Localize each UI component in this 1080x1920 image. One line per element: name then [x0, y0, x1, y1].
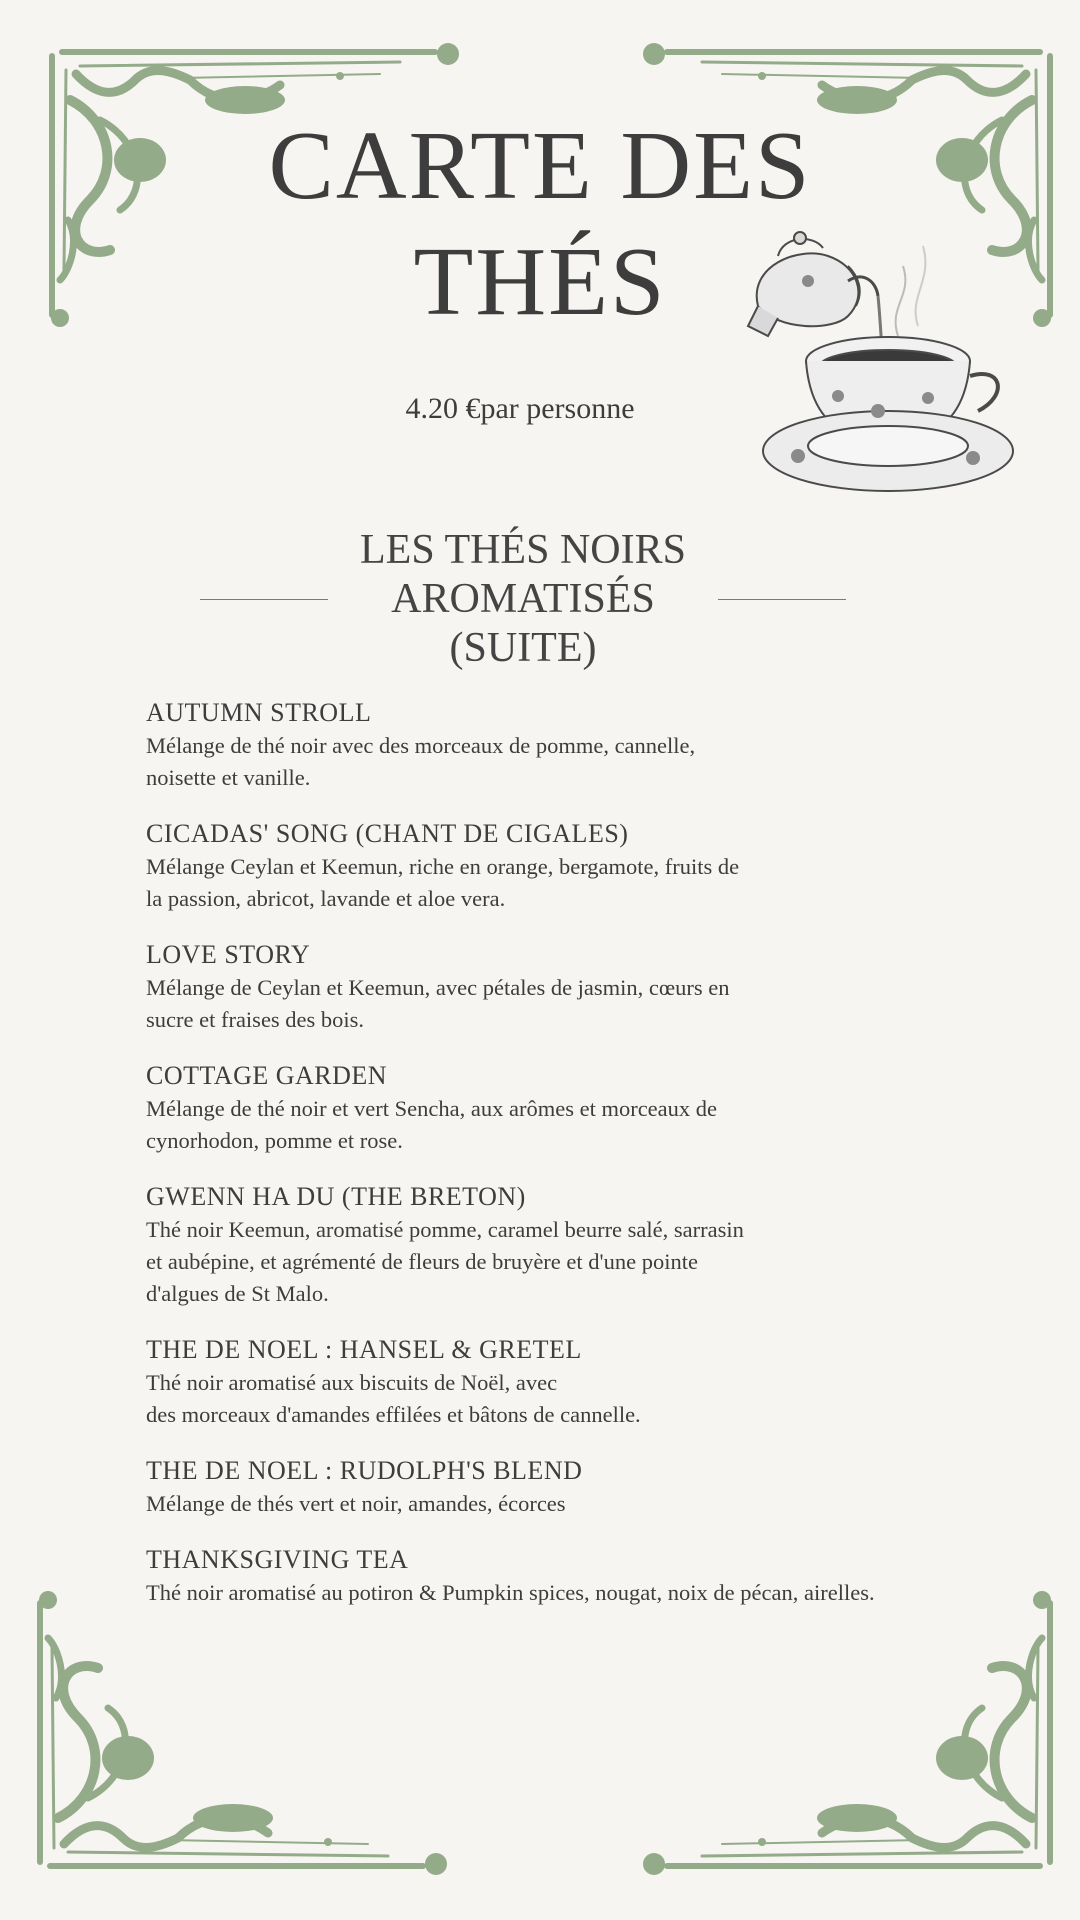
price-label: 4.20 €par personne [405, 392, 635, 425]
list-item [146, 1059, 1006, 1157]
section-title [338, 526, 708, 673]
list-item [146, 1180, 1006, 1310]
tea-description: Mélange de thé noir avec des morceaux de pomme, cannelle, noisette et vanille. [146, 733, 696, 790]
tea-list [146, 696, 1006, 1632]
tea-description: Mélange de thés vert et noir, amandes, écorces [146, 1491, 566, 1516]
section-title-line-1: LES THÉS NOIRS [360, 527, 686, 573]
tea-name: COTTAGE GARDEN [146, 1061, 388, 1090]
tea-name: GWENN HA DU (THE BRETON) [146, 1182, 526, 1211]
tea-description: Thé noir Keemun, aromatisé pomme, caramel beurre salé, sarrasin et aubépine, et agrémenté de fleurs de bruyère et d'une pointe d'algues de St Malo. [146, 1217, 744, 1306]
tea-description: Mélange de Ceylan et Keemun, avec pétales de jasmin, cœurs en sucre et fraises des bois. [146, 975, 730, 1032]
title-line-1: CARTE DES [268, 112, 812, 220]
tea-description: Thé noir aromatisé au potiron & Pumpkin spices, nougat, noix de pécan, airelles. [146, 1580, 875, 1605]
tea-description: Mélange Ceylan et Keemun, riche en orange, bergamote, fruits de la passion, abricot, lavande et aloe vera. [146, 854, 740, 911]
list-item [146, 817, 1006, 915]
tea-name: LOVE STORY [146, 940, 311, 969]
section-title-line-3: (SUITE) [449, 625, 597, 671]
tea-name: CICADAS' SONG (CHANT DE CIGALES) [146, 819, 629, 848]
list-item [146, 696, 1006, 794]
section-heading [200, 526, 846, 673]
teapot-teacup-illustration [738, 226, 1028, 546]
tea-name: AUTUMN STROLL [146, 698, 372, 727]
title-line-2: THÉS [413, 228, 667, 336]
tea-name: THE DE NOEL : HANSEL & GRETEL [146, 1335, 582, 1364]
tea-name: THE DE NOEL : RUDOLPH'S BLEND [146, 1456, 583, 1485]
tea-description: Thé noir aromatisé aux biscuits de Noël, avec des morceaux d'amandes effilées et bâtons de cannelle. [146, 1370, 641, 1427]
list-item [146, 938, 1006, 1036]
section-rule-left [200, 599, 328, 600]
list-item [146, 1333, 1006, 1431]
section-rule-right [718, 599, 846, 600]
tea-name: THANKSGIVING TEA [146, 1545, 409, 1574]
list-item [146, 1454, 1006, 1520]
tea-description: Mélange de thé noir et vert Sencha, aux arômes et morceaux de cynorhodon, pomme et rose. [146, 1096, 718, 1153]
section-title-line-2: AROMATISÉS [391, 576, 655, 622]
list-item [146, 1543, 1006, 1609]
